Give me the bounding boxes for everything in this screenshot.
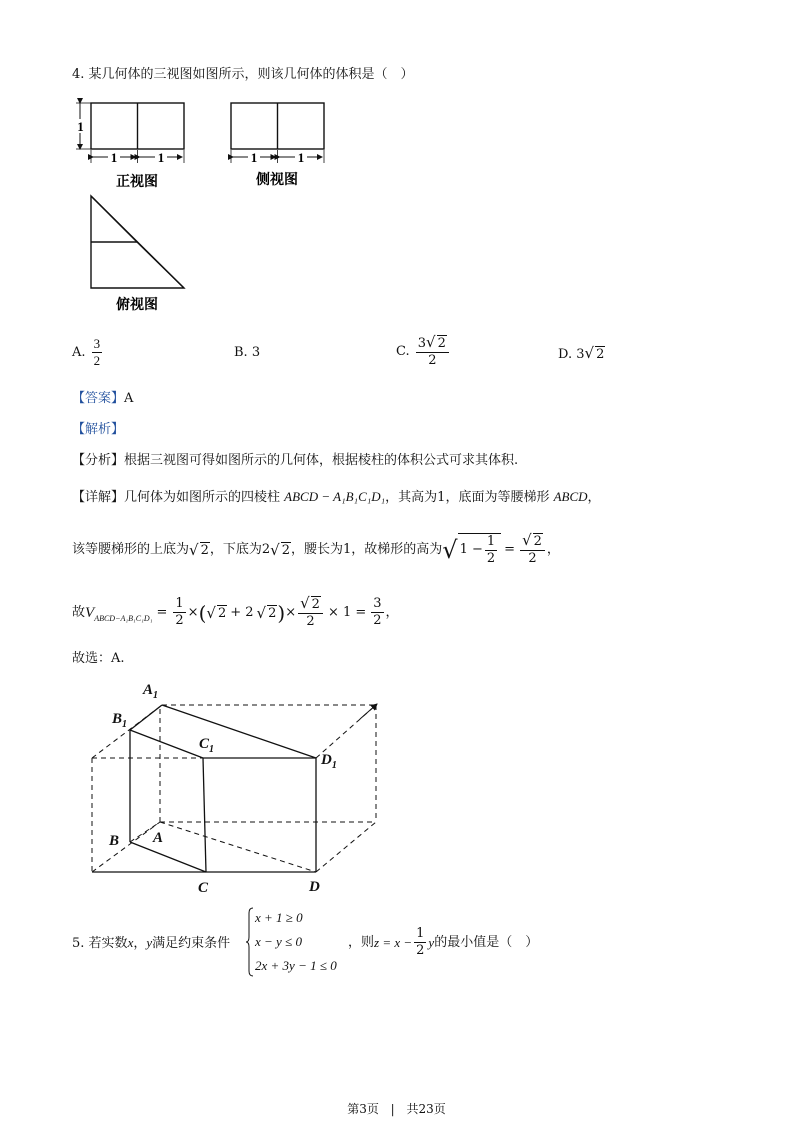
side-view [231,103,324,188]
fenxi-text: 根据三视图可得如图所示的几何体，根据棱柱的体积公式可求其体积. [124,453,519,468]
q5-var-x: x [127,935,134,950]
option-d[interactable]: D. 3√ 2 [558,344,605,362]
lower-base-radicand: 2 [281,542,290,558]
top-view [91,196,184,313]
q5-z-frac-num: 1 [416,926,425,941]
vertex-a1-label: $A_1$ [143,682,159,701]
detail-text-2c: ，腰长为1，故梯形的高为 [291,541,443,557]
prism-name: ABCD − A₁B₁C₁D₁ [284,489,386,504]
option-b-value: 3 [251,345,261,360]
volume-end: ， [385,604,399,620]
question-text: 某几何体的三视图如图所示，则该几何体的体积是（ ） [88,67,414,82]
q5-z-y: y [428,934,435,950]
option-c-denominator: 2 [428,353,437,368]
answer-value: A [124,391,134,406]
volume-symbol: V [85,604,95,621]
detail-tag: 【详解】 [72,490,125,505]
volume-f1-den: 2 [175,613,184,628]
top-view-caption: 俯视图 [116,298,158,313]
prism-figure [80,676,390,896]
detail-text-1b: ，其高为1，底面为等腰梯形 [385,490,550,505]
height-frac-den: 2 [486,550,496,566]
question-number: 4. [72,67,85,82]
front-view [76,103,184,190]
base-name: ABCD [553,489,588,504]
option-c[interactable]: C. $\frac{3√ 2}{2}$ [396,334,451,369]
option-d-label: D. [558,347,573,362]
front-view-caption: 正视图 [116,175,158,190]
detail-line-2: 该等腰梯形的上底为 √ 2 ，下底为 2 √ 2 ，腰长为1，故梯形的高为 √ 1 − $\frac{1}{2}$ = $\frac{√ 2}{2}$ ， [72,531,560,566]
option-b-label: B. [234,345,248,360]
volume-plus: + 2 [230,604,254,620]
fenxi-line [72,452,518,470]
conclusion: 故选：A. [72,651,125,666]
q5-text-a: 若实数 [88,936,128,951]
page-footer [0,1100,793,1118]
detail-text-1c: ， [587,490,601,505]
lower-base-coef: 2 [261,541,271,557]
constraint-2: x − y ≤ 0 [255,934,302,949]
volume-f1-num: 1 [175,596,184,611]
volume-f2-rad: 2 [311,597,320,612]
option-c-label: C. [396,344,410,359]
vertex-c-label: C [198,880,209,896]
analysis-heading [72,421,124,439]
height-result-radicand: 2 [533,534,542,549]
analysis-tag: 【解析】 [72,422,125,437]
footer-separator: | [390,1102,395,1116]
q5-z-expr: z = x − [374,934,413,950]
option-a[interactable] [72,336,104,369]
option-b[interactable] [234,344,260,362]
volume-times-1: × [187,604,199,620]
option-a-label: A. [72,345,86,360]
side-dim-right-label: 1 [297,150,305,165]
side-dim-left-label: 1 [250,150,258,165]
detail-text-2end: ， [546,541,560,557]
dim-width-left-label: 1 [110,150,118,165]
volume-line: 故 V ABCD−A₁B₁C₁D₁ = $\frac{1}{2}$ × ( √ 2 + 2 √ 2 ) × $\frac{√ 2}{2}$ × 1 = $\frac{3}{2}$ ， [72,594,399,629]
constraint-brace [246,907,252,977]
volume-paren-close: ) [277,600,286,625]
volume-f2-den: 2 [306,614,315,629]
question-5-prefix [72,934,230,953]
volume-r2: 2 [268,605,277,621]
volume-eq: = [156,604,168,620]
height-result-den: 2 [528,551,537,566]
fenxi-tag: 【分析】 [72,453,125,468]
option-c-coef: 3 [417,336,427,351]
q5-comma: ， [133,936,147,951]
volume-r1: 2 [217,605,227,621]
upper-base-radicand: 2 [200,542,209,558]
answer-tag: 【答案】 [72,391,125,406]
constraint-3: 2x + 3y − 1 ≤ 0 [255,958,337,973]
vertex-d-label: D [309,879,320,895]
option-a-numerator: 3 [93,336,101,351]
page-number: 第3页 [347,1102,379,1116]
volume-times-3: × 1 = [327,604,367,620]
prism-edges [92,705,316,872]
volume-result-den: 2 [373,613,382,628]
dim-height-label: 1 [77,119,84,134]
q5-text-d: 的最小值是（ ） [434,934,539,950]
option-d-coef: 3 [576,347,585,362]
detail-text-2a: 该等腰梯形的上底为 [72,541,190,557]
detail-text-2b: ，下底为 [209,541,262,557]
option-d-radicand: 2 [596,347,605,362]
vertex-d1-label: $D_1$ [321,752,337,771]
volume-times-2: × [285,604,297,620]
height-equals: = [504,541,516,557]
option-a-denominator: 2 [93,353,101,368]
question-4-stem [72,66,414,84]
dim-width-right-label: 1 [157,150,165,165]
answer-line [72,390,133,408]
option-c-radicand: 2 [437,336,446,351]
volume-prefix: 故 [72,604,86,620]
vertex-b-label: B [109,833,120,849]
question-5-suffix [348,926,538,959]
side-view-caption: 侧视图 [256,173,298,188]
volume-subscript: ABCD−A₁B₁C₁D₁ [94,613,153,623]
q5-text-c: ，则 [348,934,375,950]
constraint-1: x + 1 ≥ 0 [255,910,303,925]
vertex-c1-label: $C_1$ [199,736,215,755]
q5-var-y: y [146,935,153,950]
detail-line-1 [72,488,601,507]
q5-number: 5. [72,936,85,951]
vertex-b1-label: $B_1$ [112,711,128,730]
three-views-figure [70,95,340,320]
height-one-minus: 1 − [459,542,483,557]
vertex-a-label: A [153,830,164,846]
q5-text-b: 满足约束条件 [152,936,231,951]
detail-text-1a: 几何体为如图所示的四棱柱 [124,490,281,505]
volume-result-num: 3 [373,596,382,611]
height-frac-num: 1 [486,533,496,549]
volume-paren-open: ( [198,600,207,625]
page-total: 共23页 [406,1102,446,1116]
q5-z-frac-den: 2 [416,943,425,958]
